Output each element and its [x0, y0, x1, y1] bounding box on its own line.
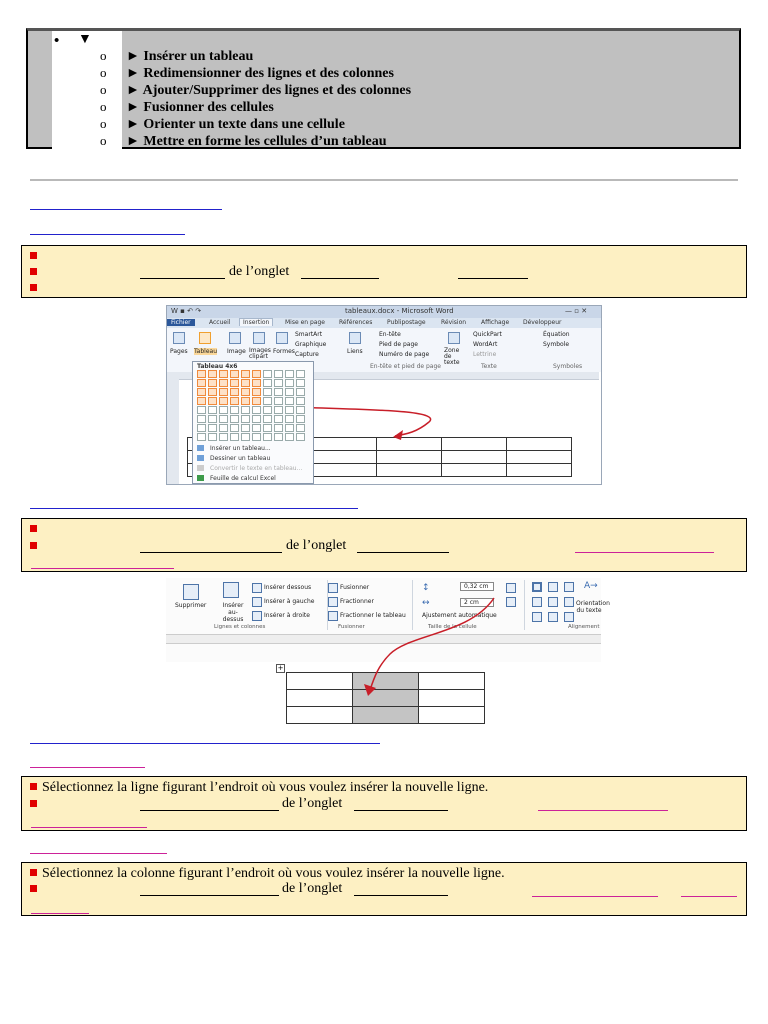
red-bullet-icon [30, 252, 37, 259]
link-underline[interactable] [681, 896, 737, 897]
group-label: Texte [481, 363, 497, 370]
text-direction-icon: A→ [584, 581, 598, 591]
link-underline[interactable] [31, 913, 89, 914]
split-icon[interactable] [328, 597, 338, 607]
link-underline[interactable] [532, 896, 658, 897]
link-underline[interactable] [575, 552, 714, 553]
step-row [30, 249, 42, 265]
fill-blank[interactable] [140, 798, 279, 811]
link-underline[interactable] [538, 810, 668, 811]
link-underline[interactable] [31, 827, 147, 828]
red-bullet-icon [30, 542, 37, 549]
fractionner-button[interactable]: Fractionner [340, 598, 374, 605]
convert-icon [197, 465, 204, 471]
red-bullet-icon [30, 284, 37, 291]
heading-link-underline[interactable] [30, 743, 380, 744]
toc-bullet: • [54, 33, 60, 49]
wordart-button[interactable]: WordArt [473, 341, 498, 348]
menu-item-dessiner-tableau[interactable]: Dessiner un tableau [197, 455, 270, 462]
tab-fichier[interactable]: Fichier [167, 319, 195, 326]
horizontal-rule [30, 179, 738, 181]
onglet-text: de l’onglet [282, 881, 343, 896]
group-label: Taille de la cellule [428, 624, 477, 630]
menu-item-feuille-excel[interactable]: Feuille de calcul Excel [197, 475, 276, 482]
group-label: Symboles [553, 363, 583, 370]
word-logo-icon: W ▪ ↶ ↷ [171, 307, 202, 315]
align-top-right-icon[interactable] [564, 582, 574, 592]
graphique-button[interactable]: Graphique [295, 341, 327, 348]
table-move-handle-icon[interactable]: + [277, 664, 284, 672]
subheading-link-underline[interactable] [30, 234, 185, 235]
subheading-link-underline[interactable] [30, 853, 167, 854]
step-row [30, 265, 42, 281]
column-width-input[interactable]: 2 cm [460, 598, 494, 607]
numero-page-button[interactable]: Numéro de page [379, 351, 430, 358]
step-text: Sélectionnez la ligne figurant l’endroit où vous voulez insérer la nouvelle ligne. [42, 780, 489, 795]
group-separator [524, 580, 525, 630]
step-text: Sélectionnez la colonne figurant l’endroit où vous voulez insérer la nouvelle ligne. [42, 866, 505, 881]
onglet-text: de l’onglet [282, 796, 343, 811]
fill-blank[interactable] [354, 798, 448, 811]
tableau-dropdown-menu [192, 361, 314, 484]
align-bottom-left-icon[interactable] [532, 612, 542, 622]
red-bullet-icon [30, 885, 37, 892]
group-label: Alignement [568, 624, 600, 630]
align-bottom-right-icon[interactable] [564, 612, 574, 622]
inserer-dessous-button[interactable]: Insérer dessous [264, 584, 312, 591]
fill-blank[interactable] [140, 883, 279, 896]
toc-link-mettre-en-forme[interactable]: o ► Mettre en forme les cellules d’un tableau [100, 133, 387, 149]
insert-right-icon[interactable] [252, 611, 262, 621]
instruction-box-2 [21, 518, 747, 572]
toc-link-fusionner[interactable]: o ► Fusionner des cellules [100, 99, 274, 115]
instruction-box-1 [21, 245, 747, 298]
toc-link-ajouter-supprimer[interactable]: o ► Ajouter/Supprimer des lignes et des colonnes [100, 82, 412, 98]
table-icon [197, 445, 204, 451]
distribute-rows-icon[interactable] [506, 583, 516, 593]
supprimer-button[interactable]: Supprimer [175, 602, 207, 609]
tab-revision[interactable]: Révision [441, 319, 467, 326]
step-row [30, 522, 42, 538]
tab-accueil[interactable]: Accueil [209, 319, 231, 326]
step-row [30, 780, 488, 796]
window-title: tableaux.docx - Microsoft Word [345, 307, 454, 315]
window-controls-icon[interactable]: — ▫ ✕ [565, 307, 588, 315]
align-bottom-center-icon[interactable] [548, 612, 558, 622]
tab-publipostage[interactable]: Publipostage [387, 319, 426, 326]
quickpart-button[interactable]: QuickPart [473, 331, 502, 338]
fill-blank[interactable] [354, 883, 448, 896]
onglet-text: de l’onglet [229, 264, 290, 279]
onglet-text: de l’onglet [286, 538, 347, 553]
column-width-icon: ↔ [422, 598, 430, 608]
tab-developpeur[interactable]: Développeur [523, 319, 562, 326]
red-bullet-icon [30, 869, 37, 876]
row-height-input[interactable]: 0,32 cm [460, 582, 494, 591]
step-row [30, 539, 42, 555]
smartart-button[interactable]: SmartArt [295, 331, 323, 338]
fill-blank[interactable] [357, 540, 449, 553]
table-of-contents [26, 28, 741, 149]
menu-item-convertir-texte[interactable]: Convertir le texte en tableau... [197, 465, 302, 472]
align-middle-left-icon[interactable] [532, 597, 542, 607]
inserer-dessus-button[interactable]: Insérer au-dessus [222, 602, 244, 623]
symbole-button[interactable]: Symbole [543, 341, 570, 348]
inserer-gauche-button[interactable]: Insérer à gauche [264, 598, 315, 605]
toc-link-inserer-tableau[interactable]: o ► Insérer un tableau [100, 48, 254, 64]
entete-button[interactable]: En-tête [379, 331, 401, 338]
tableau-button[interactable]: Tableau [194, 348, 217, 355]
group-label: En-tête et pied de page [370, 363, 441, 370]
fusionner-button[interactable]: Fusionner [340, 584, 370, 591]
group-label: Lignes et colonnes [214, 624, 266, 630]
row-height-icon: ↕ [422, 583, 430, 593]
red-bullet-icon [30, 783, 37, 790]
menu-item-inserer-tableau[interactable]: Insérer un tableau... [197, 445, 271, 452]
ajustement-automatique-button[interactable]: Ajustement automatique [422, 612, 497, 619]
orientation-texte-button[interactable]: Orientation du texte [576, 600, 610, 614]
subheading-link-underline[interactable] [30, 767, 145, 768]
tab-insertion[interactable]: Insertion [239, 318, 273, 326]
step-row [30, 281, 42, 297]
table-size-grid[interactable] [197, 370, 306, 441]
step-row [30, 882, 42, 898]
pied-de-page-button[interactable]: Pied de page [379, 341, 418, 348]
fill-blank[interactable] [140, 540, 282, 553]
align-middle-center-icon[interactable] [548, 597, 558, 607]
delete-table-icon[interactable] [183, 584, 199, 600]
tab-references[interactable]: Références [339, 319, 373, 326]
align-top-left-icon[interactable] [532, 582, 542, 592]
equation-button[interactable]: Équation [543, 331, 570, 338]
zone-texte-button[interactable]: Zone de texte [444, 347, 460, 366]
fractionner-tableau-button[interactable]: Fractionner le tableau [340, 612, 406, 619]
red-bullet-icon [30, 800, 37, 807]
excel-icon [197, 475, 204, 481]
red-bullet-icon [30, 525, 37, 532]
heading-link-underline[interactable] [30, 209, 222, 210]
insert-below-icon[interactable] [252, 583, 262, 593]
align-top-center-icon[interactable] [548, 582, 558, 592]
toc-link-orienter[interactable]: o ► Orienter un texte dans une cellule [100, 116, 345, 132]
fill-blank[interactable] [458, 266, 528, 279]
toc-link-redimensionner[interactable]: o ► Redimensionner des lignes et des colonnes [100, 65, 394, 81]
insert-left-icon[interactable] [252, 597, 262, 607]
fill-blank[interactable] [301, 266, 379, 279]
instruction-box-4 [21, 862, 747, 916]
instruction-box-3 [21, 776, 747, 831]
step-row [30, 797, 42, 813]
formes-button[interactable]: Formes [273, 348, 295, 355]
tab-mise-en-page[interactable]: Mise en page [285, 319, 325, 326]
red-bullet-icon [30, 268, 37, 275]
merge-icon[interactable] [328, 583, 338, 593]
pages-button[interactable]: Pages [170, 348, 188, 355]
tab-affichage[interactable]: Affichage [481, 319, 510, 326]
image-button[interactable]: Image [227, 348, 246, 355]
heading-link-underline[interactable] [30, 508, 358, 509]
group-label: Fusionner [338, 624, 365, 630]
red-arrow-icon [350, 594, 510, 704]
fill-blank[interactable] [140, 266, 225, 279]
insert-above-icon[interactable] [223, 582, 239, 598]
collapse-toggle-icon[interactable]: ▼ [78, 32, 92, 47]
split-table-icon[interactable] [328, 611, 338, 621]
inserer-droite-button[interactable]: Insérer à droite [264, 612, 310, 619]
pencil-icon [197, 455, 204, 461]
link-underline[interactable] [31, 568, 174, 569]
menu-header: Tableau 4x6 [197, 363, 238, 370]
liens-button[interactable]: Liens [347, 348, 363, 355]
capture-button[interactable]: Capture [295, 351, 319, 358]
lettrine-button[interactable]: Lettrine [473, 351, 497, 358]
step-row [30, 866, 505, 882]
align-middle-right-icon[interactable] [564, 597, 574, 607]
clipart-button[interactable]: Images clipart [249, 347, 271, 360]
